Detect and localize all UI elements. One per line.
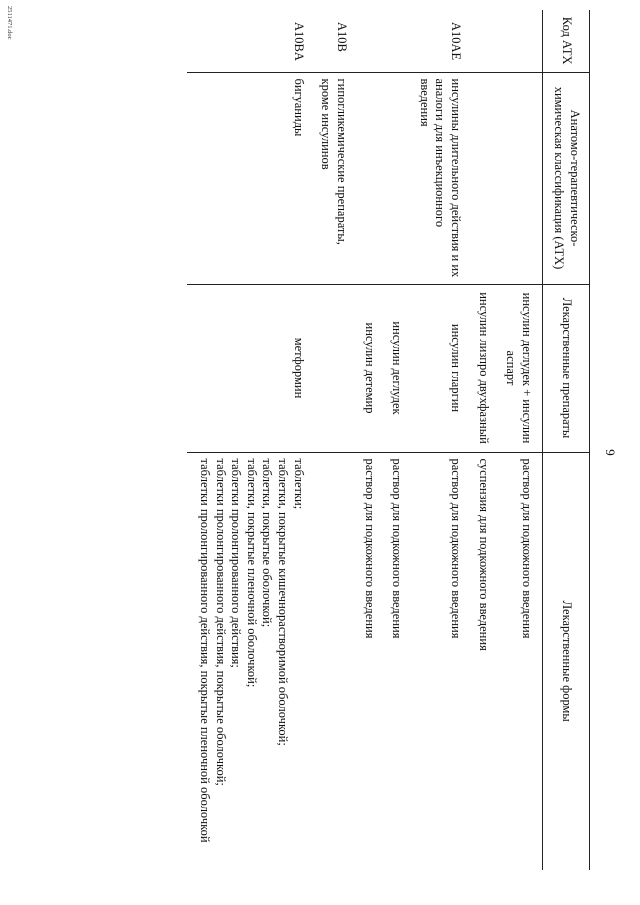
header-drugs: Лекарственные препараты — [543, 284, 590, 452]
classification-cell — [352, 72, 380, 284]
dosage-form-item: суспензия для подкожного введения — [476, 458, 491, 651]
dosage-form-item: раствор для подкожного введения — [390, 458, 405, 639]
drug-cell: инсулин деглудек + инсулин аспарт — [494, 284, 543, 452]
drug-cell: инсулин гларгин — [407, 284, 466, 452]
table-header-row — [543, 10, 590, 870]
dosage-form-item: таблетки пролонгированного действия, покрытые пленочной оболочкой — [198, 458, 212, 843]
dosage-form-item: таблетки пролонгированного действия; — [229, 458, 244, 668]
drug-cell: инсулин лизпро двухфазный — [466, 284, 494, 452]
table-row — [466, 10, 494, 870]
atx-drug-table — [187, 10, 590, 870]
atx-code-cell — [352, 10, 380, 72]
dosage-form-item: таблетки, покрытые пленочной оболочкой; — [244, 458, 259, 688]
table-row — [309, 10, 352, 870]
atx-code-cell: A10BA — [187, 10, 308, 72]
dosage-forms-cell — [494, 452, 543, 870]
table-row — [352, 10, 380, 870]
dosage-forms-cell — [466, 452, 494, 870]
classification-cell — [494, 72, 543, 284]
dosage-form-item: раствор для подкожного введения — [449, 458, 464, 639]
header-atx-code: Код АТХ — [543, 10, 590, 72]
drug-cell: инсулин детемир — [352, 284, 380, 452]
dosage-form-item: раствор для подкожного введения — [362, 458, 377, 639]
table-body — [187, 10, 542, 870]
table-row — [407, 10, 466, 870]
atx-code-cell: A10B — [309, 10, 352, 72]
atx-code-cell — [380, 10, 408, 72]
classification-cell: гипогликемические препараты, кроме инсулинов — [309, 72, 352, 284]
dosage-forms-cell — [352, 452, 380, 870]
dosage-forms-cell — [309, 452, 352, 870]
dosage-form-item: таблетки, покрытые кишечнорастворимой оболочкой; — [276, 458, 291, 746]
atx-code-cell: A10AE — [407, 10, 466, 72]
drug-cell: инсулин деглудек — [380, 284, 408, 452]
dosage-forms-cell — [380, 452, 408, 870]
classification-cell — [380, 72, 408, 284]
atx-code-cell — [466, 10, 494, 72]
classification-cell — [466, 72, 494, 284]
dosage-form-item: таблетки пролонгированного действия, покрытые оболочкой; — [213, 458, 228, 786]
table-row — [494, 10, 543, 870]
drug-cell: метформин — [187, 284, 308, 452]
classification-cell: бигуаниды — [187, 72, 308, 284]
dosage-forms-cell — [407, 452, 466, 870]
dosage-form-item: таблетки; — [291, 458, 306, 510]
atx-code-cell — [494, 10, 543, 72]
table-row — [187, 10, 308, 870]
header-atx-classification: Анатомо-терапевтическо-химическая классификация (АТХ) — [543, 72, 590, 284]
page-number: 9 — [603, 449, 618, 456]
dosage-forms-cell — [187, 452, 308, 870]
drug-cell — [309, 284, 352, 452]
header-dosage-forms: Лекарственные формы — [543, 452, 590, 870]
footer-doc-name: 2511471.doc — [6, 6, 13, 40]
table-row — [380, 10, 408, 870]
classification-cell: инсулины длительного действия и их аналоги для инъекционного введения — [407, 72, 466, 284]
dosage-form-item: таблетки, покрытые оболочкой; — [260, 458, 275, 628]
dosage-form-item: раствор для подкожного введения — [520, 458, 534, 639]
